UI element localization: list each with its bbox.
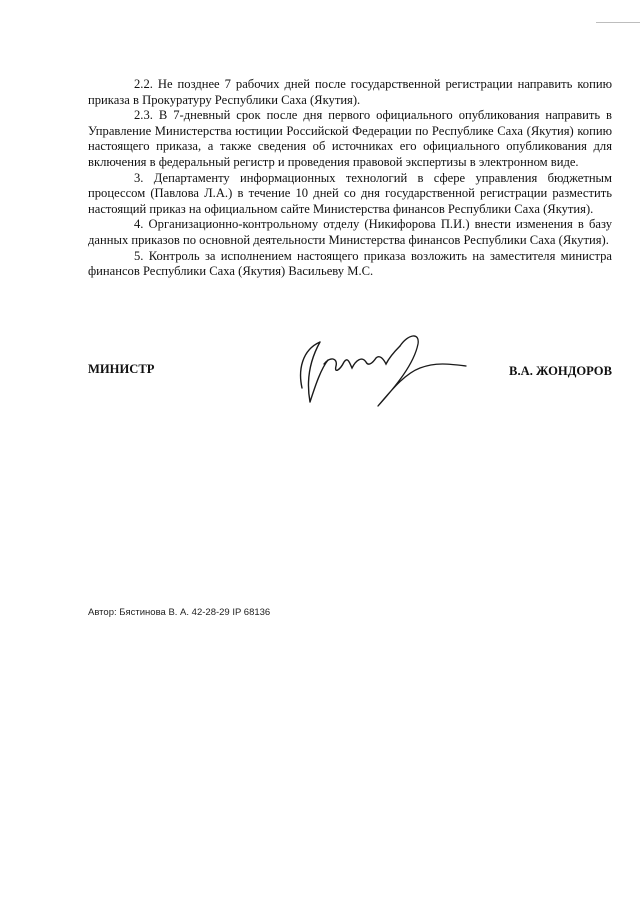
paragraph-4: 4. Организационно-контрольному отделу (Никифорова П.И.) внести изменения в базу данных приказов по основной деятельности Министерства финансов Республики Саха (Якутия). xyxy=(88,217,612,247)
paragraph-5: 5. Контроль за исполнением настоящего приказа возложить на заместителя министра финансов Республики Саха (Якутия) Васильеву М.С. xyxy=(88,248,612,279)
signatory-title: МИНИСТР xyxy=(88,362,155,376)
signatory-name: В.А. ЖОНДОРОВ xyxy=(509,364,612,378)
page-edge-mark xyxy=(596,22,640,23)
paragraph-2-2: 2.2. Не позднее 7 рабочих дней после государственной регистрации направить копию приказа в Прокуратуру Республики Саха (Якутия). xyxy=(88,77,612,107)
handwritten-signature xyxy=(280,330,470,410)
paragraph-2-3: 2.3. В 7-дневный срок после дня первого официального опубликования направить в Управление Министерства юстиции Российской Федерации по Республике Саха (Якутия) копию настоящего приказа, а также сведения об источниках его официального опубликования для включения в федеральный регистр и проведения правовой экспертизы в электронном виде. xyxy=(88,108,612,169)
author-line: Автор: Бястинова В. А. 42-28-29 IP 68136 xyxy=(88,607,271,618)
document-body xyxy=(88,77,612,280)
paragraph-3: 3. Департаменту информационных технологий в сфере управления бюджетным процессом (Павлова Л.А.) в течение 10 дней со дня государственной регистрации разместить настоящий приказ на официальном сайте Министерства финансов Республики Саха (Якутия). xyxy=(88,170,612,216)
